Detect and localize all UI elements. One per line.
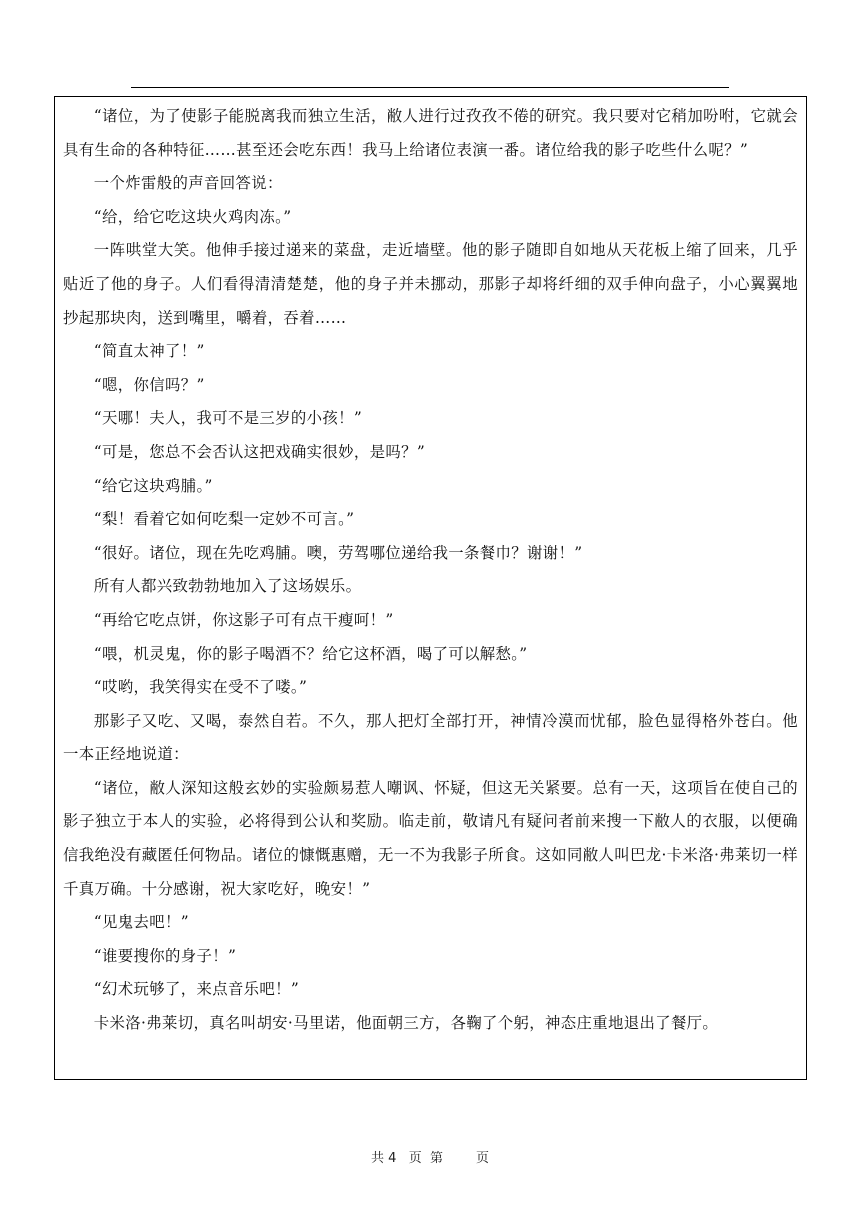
paragraph: “诸位，敝人深知这般玄妙的实验颇易惹人嘲讽、怀疑，但这无关紧要。总有一天，这项旨在使自己的影子独立于本人的实验，必将得到公认和奖励。临走前，敬请凡有疑问者前来搜一下敝人的衣服，以便确信我绝没有藏匿任何物品。诸位的慷慨惠赠，无一不为我影子所食。这如同敝人叫巴龙·卡米洛·弗莱切一样千真万确。十分感谢，祝大家吃好，晚安！” [63,778,798,898]
paragraph: 所有人都兴致勃勃地加入了这场娱乐。 [93,577,362,596]
paragraph: “可是，您总不会否认这把戏确实很妙，是吗？” [93,442,426,461]
paragraph: “哎哟，我笑得实在受不了喽。” [93,678,308,697]
paragraph: “很好。诸位，现在先吃鸡脯。噢，劳驾哪位递给我一条餐巾？谢谢！” [93,543,583,562]
paragraph: “喂，机灵鬼，你的影子喝酒不？给它这杯酒，喝了可以解愁。” [93,644,528,663]
paragraph: “梨！看着它如何吃梨一定妙不可言。” [93,510,355,529]
paragraph: “简直太神了！” [93,342,205,361]
paragraph: “见鬼去吧！” [93,913,189,932]
page-footer: 共 4 页 第 页 [370,1151,490,1166]
paragraph: 一阵哄堂大笑。他伸手接过递来的菜盘，走近墙壁。他的影子随即自如地从天花板上缩了回来，几乎贴近了他的身子。人们看得清清楚楚，他的身子并未挪动，那影子却将纤细的双手伸向盘子，小心翼翼地抄起那块肉，送到嘴里，嚼着，吞着…… [63,241,798,327]
text-box [54,96,807,1080]
header-rule [131,87,729,88]
paragraph: 卡米洛·弗莱切，真名叫胡安·马里诺，他面朝三方，各鞠了个躬，神态庄重地退出了餐厅。 [93,1014,719,1033]
paragraph: “给它这块鸡脯。” [93,476,213,495]
paragraph: “幻术玩够了，来点音乐吧！” [93,980,300,999]
paragraph: 那影子又吃、又喝，泰然自若。不久，那人把灯全部打开，神情冷漠而忧郁，脸色显得格外苍白。他一本正经地说道： [63,711,798,764]
paragraph: “嗯，你信吗？” [93,375,205,394]
paragraph: “诸位，为了使影子能脱离我而独立生活，敝人进行过孜孜不倦的研究。我只要对它稍加吩咐，它就会具有生命的各种特征……甚至还会吃东西！我马上给诸位表演一番。诸位给我的影子吃些什么呢？” [63,107,798,159]
paragraph: “谁要搜你的身子！” [93,946,237,965]
paragraph: 一个炸雷般的声音回答说： [93,174,283,193]
paragraph: “天哪！夫人，我可不是三岁的小孩！” [93,409,363,428]
paragraph: “给，给它吃这块火鸡肉冻。” [93,207,292,226]
paragraph: “再给它吃点饼，你这影子可有点干瘦呵！” [93,610,394,629]
